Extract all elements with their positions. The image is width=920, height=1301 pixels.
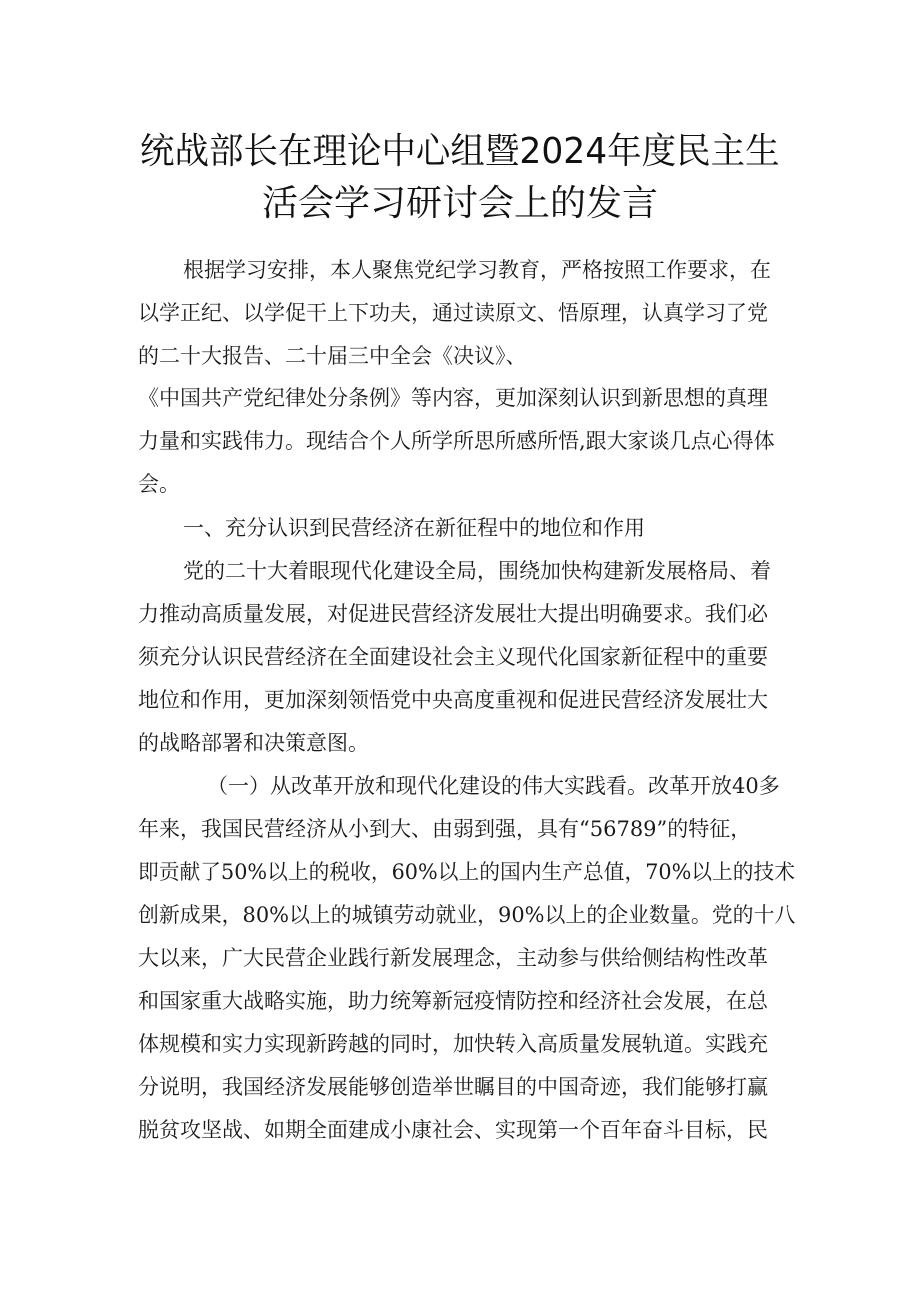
body-line: 力推动高质量发展，对促进民营经济发展壮大提出明确要求。我们必 [138,602,768,626]
body-line: 分说明，我国经济发展能够创造举世瞩目的中国奇迹，我们能够打赢 [138,1075,768,1099]
body-line: 的战略部署和决策意图。 [138,731,369,755]
body-line: 年来，我国民营经济从小到大、由弱到强，具有“56789”的特征， [138,817,752,841]
body-line: 大以来，广大民营企业践行新发展理念，主动参与供给侧结构性改革 [138,946,768,970]
document-title-line-1: 统战部长在理论中心组暨2024年度民主生 [140,131,780,172]
body-line: 即贡献了50%以上的税收，60%以上的国内生产总值，70%以上的技术 [138,860,796,884]
body-line: 力量和实践伟力。现结合个人所学所思所感所悟,跟大家谈几点心得体 [138,429,775,453]
body-line: 《中国共产党纪律处分条例》等内容，更加深刻认识到新思想的真理 [138,386,768,410]
body-line: 须充分认识民营经济在全面建设社会主义现代化国家新征程中的重要 [138,645,768,669]
section-heading: 一、充分认识到民营经济在新征程中的地位和作用 [183,516,645,540]
body-line: 会。 [138,472,180,496]
body-line: 创新成果，80%以上的城镇劳动就业，90%以上的企业数量。党的十八 [138,903,796,927]
body-line: 地位和作用，更加深刻领悟党中央高度重视和促进民营经济发展壮大 [138,688,768,712]
subsection-line: （一）从改革开放和现代化建设的伟大实践看。改革开放40多 [207,774,780,798]
body-line: 和国家重大战略实施，助力统筹新冠疫情防控和经济社会发展，在总 [138,989,768,1013]
body-line: 以学正纪、以学促干上下功夫，通过读原文、悟原理，认真学习了党 [138,301,768,325]
body-line: 脱贫攻坚战、如期全面建成小康社会、实现第一个百年奋斗目标，民 [138,1118,768,1142]
body-line: 根据学习安排，本人聚焦党纪学习教育，严格按照工作要求，在 [183,258,771,282]
body-line: 体规模和实力实现新跨越的同时，加快转入高质量发展轨道。实践充 [138,1032,768,1056]
body-line: 的二十大报告、二十届三中全会《决议》、 [138,344,527,368]
body-line: 党的二十大着眼现代化建设全局，围绕加快构建新发展格局、着 [183,559,771,583]
document-title-line-2: 活会学习研讨会上的发言 [262,183,659,224]
